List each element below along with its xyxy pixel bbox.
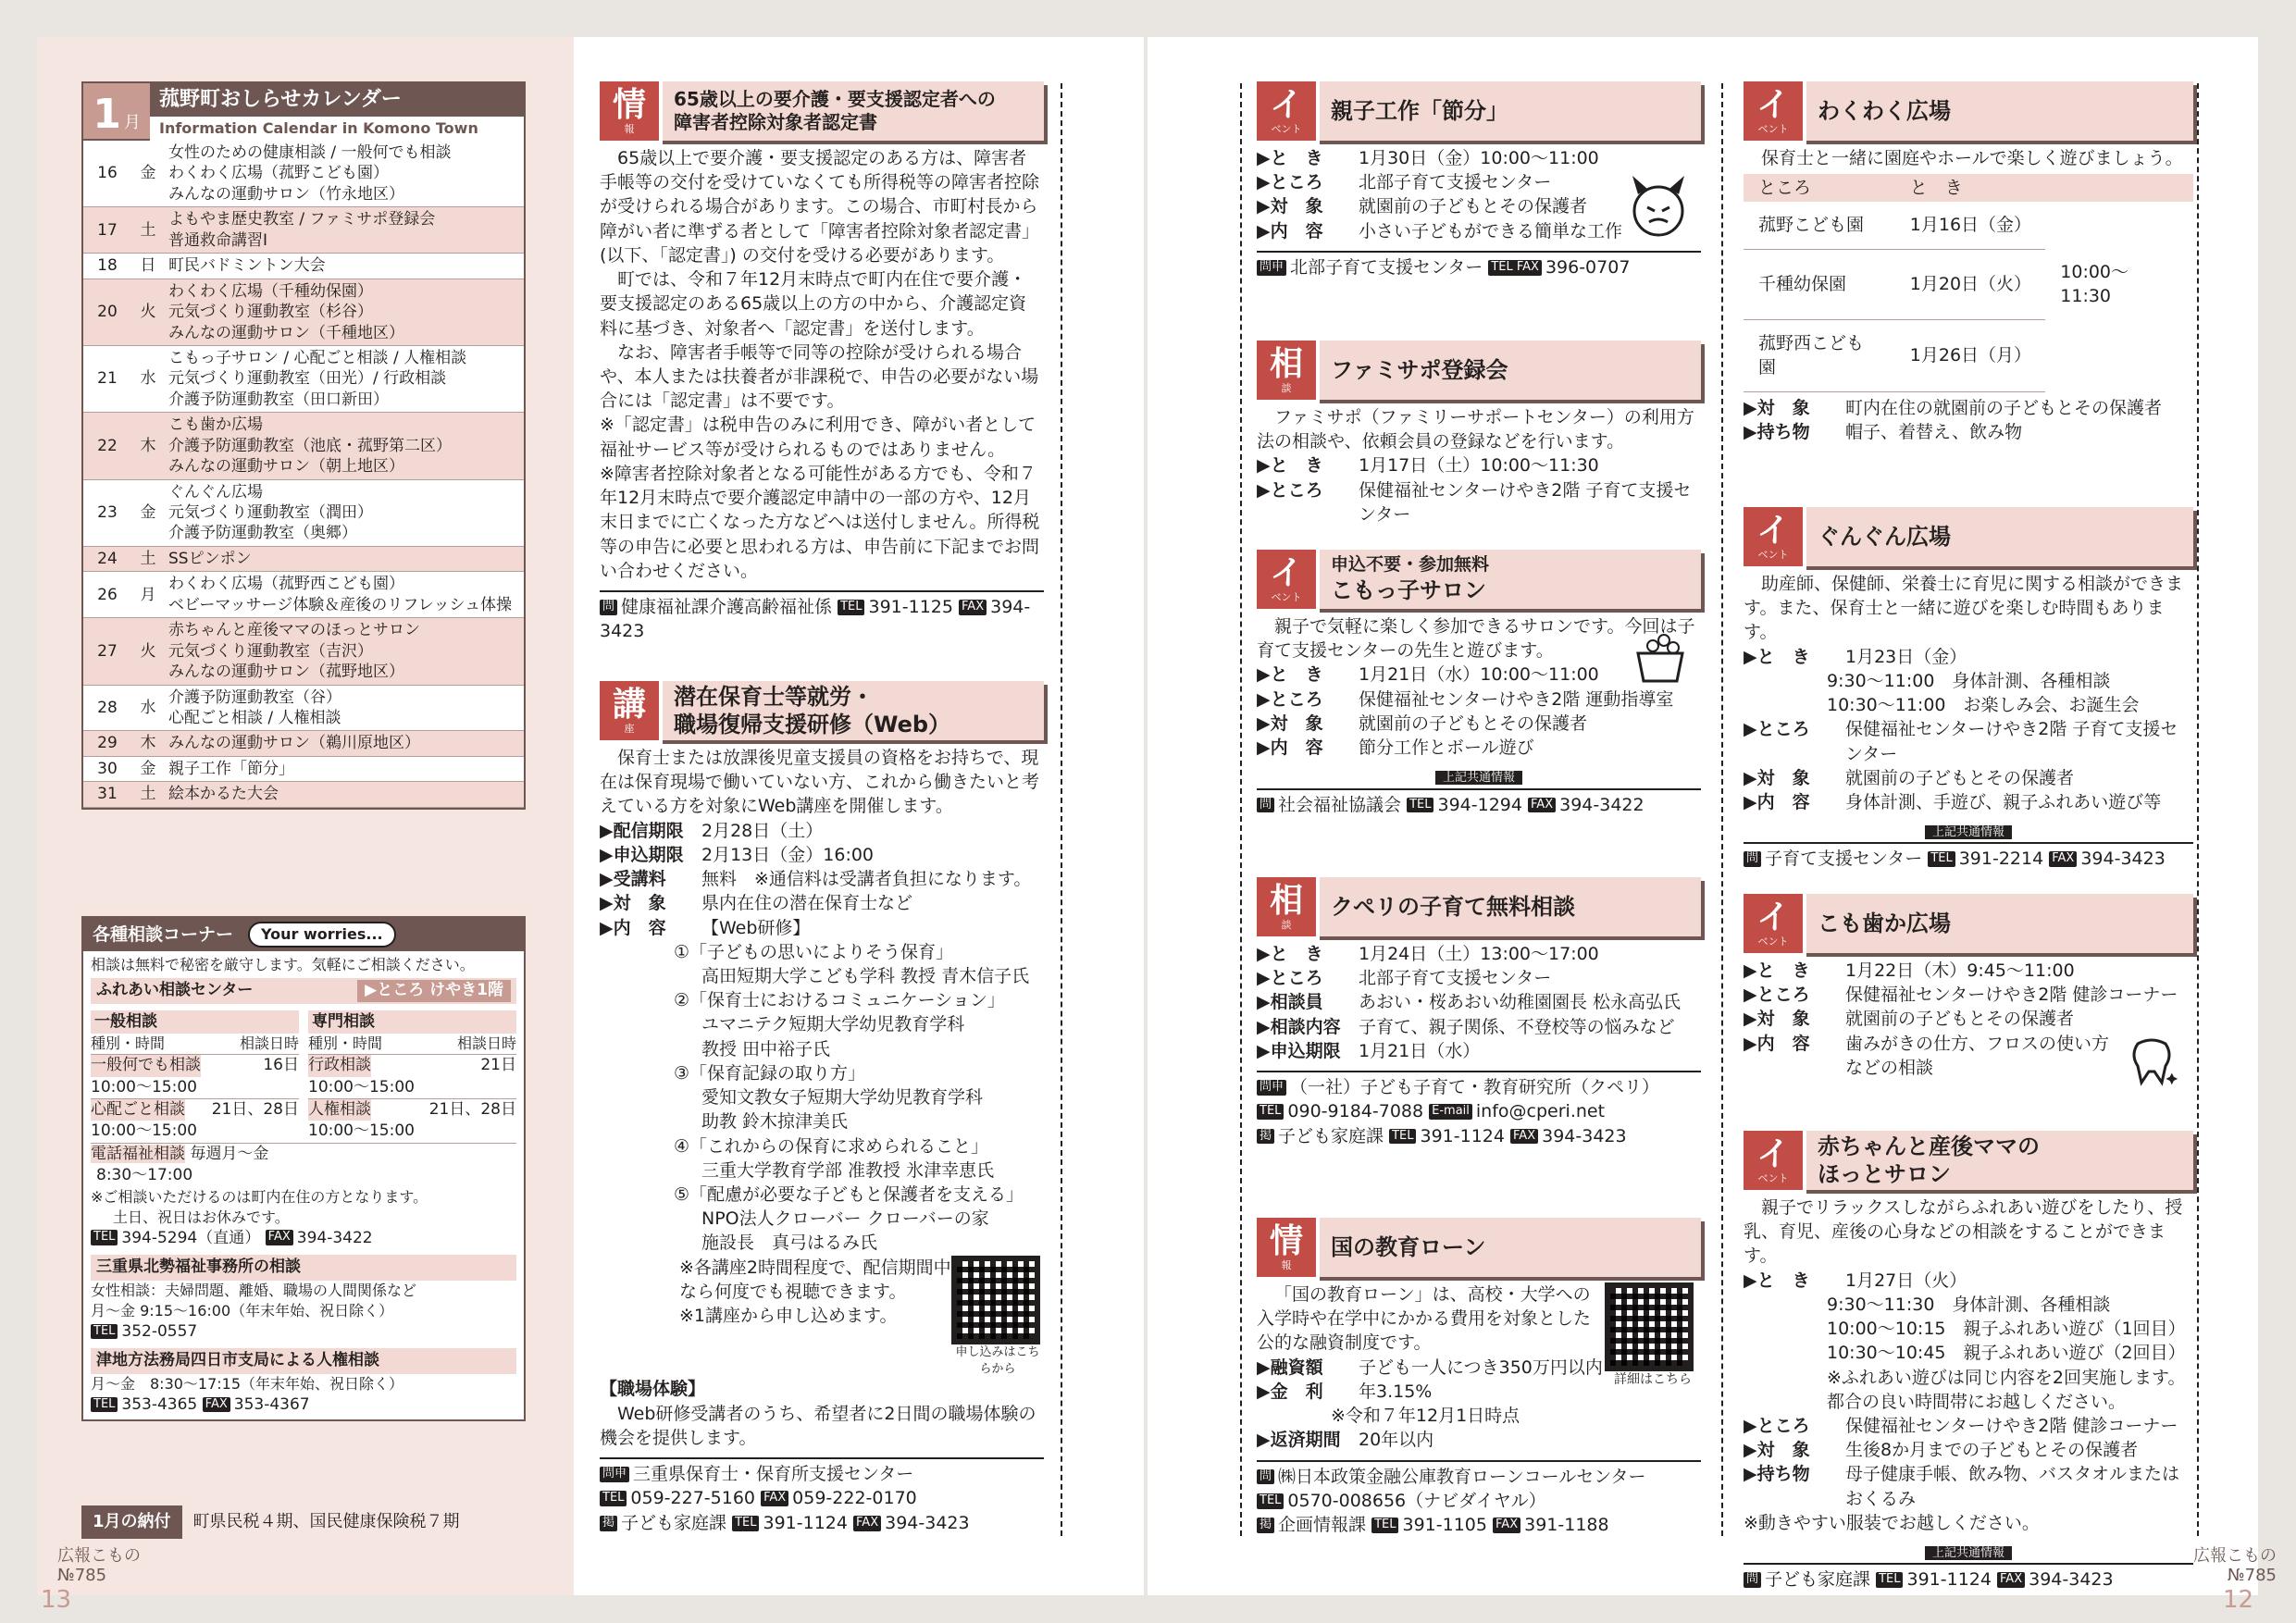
calendar-rows: [83, 141, 524, 808]
events-calendar: [81, 81, 526, 810]
consult-time: 10:00～15:00: [91, 1121, 197, 1141]
calendar-weekday: 金: [140, 164, 156, 183]
consult-date: 21日、28日: [428, 1099, 516, 1119]
qr-code[interactable]: [1605, 1282, 1694, 1371]
calendar-weekday: 木: [140, 734, 156, 753]
table-row: [1744, 320, 2193, 391]
calendar-events: わくわく広場（菰野西こども園） ベビーマッサージ体験＆産後のリフレッシュ体操: [168, 575, 513, 614]
office2-tel: 353-4365: [121, 1394, 198, 1414]
consult-intro: 相談は無料で秘密を厳守します。気軽にご相談ください。: [91, 956, 475, 973]
office1-text: 女性相談：夫婦問題、離婚、職場の人間関係など: [91, 1281, 417, 1299]
tel-consult-time: 8:30～17:00: [96, 1166, 193, 1185]
consult-icon: 相 談: [1257, 341, 1316, 400]
article-note: ※1講座から申し込めます。: [679, 1306, 898, 1327]
consult-name: 心配ごと相談: [91, 1099, 185, 1121]
article-title: 赤ちゃんと産後ママの: [1818, 1134, 2040, 1159]
month-number: 1: [93, 91, 121, 138]
publication-name: 広報こもの: [57, 1546, 141, 1566]
article-paragraph: 助産師、保健師、栄養士に育児に関する相談ができます。また、保育士と一緒に遊びを楽しむ時間もあります。: [1744, 574, 2184, 643]
article-komohaka: イ ベント こも歯か広場 ▶と き 1月22日（木）9:45～11:00 ▶ところ 保健福祉センターけやき2階 健診コーナー ▶対 象 就園前の子どもとその保護者 ▶内 容 歯みがきの仕方、フロスの使い方などの相談: [1744, 894, 2193, 1080]
article-hotto-salon: イ ベント 赤ちゃんと産後ママの ほっとサロン 親子でリラックスしながらふれあい遊びをしたり、授乳、育児、産後の心身などの相談をすることができます。 ▶と き 1月27日（火） 9:30～11:30 身体計測、各種相談 10:00～10:15 親子ふれあい遊び（1回目） 10:30～10:45 親子ふれあい遊び（2回目） ※ふれあい遊びは同じ内容を2回実施します。都合の良い時間帯にお越しください。 ▶ところ 保健福祉センターけやき2階 健診コーナー ▶対 象 生後8か月までの子どもとその保護者 ▶持ち物 母子健康手帳、飲み物、バスタオルまたはおくるみ ※動きやすい服装でお越しください。 上記共通情報 問 子ども家庭課 TEL 391-1124 FAX 394-3423: [1744, 1131, 2193, 1592]
calendar-events: 絵本かるた大会: [168, 785, 279, 804]
rate-note: ※令和７年12月1日時点: [1331, 1406, 1520, 1427]
calendar-title-en: Information Calendar in Komono Town: [150, 117, 524, 141]
article-paragraph: 親子で気軽に楽しく参加できるサロンです。今回は子育て支援センターの先生と遊びます。: [1257, 616, 1695, 662]
calendar-day: 29: [97, 734, 118, 753]
article-title: ぐんぐん広場: [1803, 507, 2193, 566]
office1-text: 月～金 9:15～16:00（年末年始、祝日除く）: [91, 1301, 394, 1319]
consultation-corner: [81, 916, 526, 1421]
schedule-table: [1744, 174, 2193, 391]
tooth-icon: [2123, 1033, 2180, 1090]
tel-consult-name: 電話福祉相談: [91, 1144, 185, 1163]
time-cell: 10:00～11:30: [2060, 262, 2129, 307]
qr-code[interactable]: [951, 1256, 1040, 1344]
calendar-events: 町民バドミントン大会: [168, 256, 326, 276]
calendar-row: [83, 782, 524, 807]
calendar-day: 23: [97, 503, 118, 522]
date-cell: 1月26日（月）: [1895, 320, 2045, 391]
calendar-events: SSピンポン: [168, 549, 252, 568]
calendar-day: 22: [97, 436, 118, 455]
article-paragraph: 親子でリラックスしながらふれあい遊びをしたり、授乳、育児、産後の心身などの相談をすることができます。: [1744, 1197, 2183, 1267]
calendar-events: よもやま歴史教室 / ファミサポ登録会 普通救命講習Ⅰ: [168, 210, 436, 250]
date-cell: 1月16日（金）: [1895, 202, 2045, 249]
calendar-events: みんなの運動サロン（鵜川原地区）: [168, 734, 420, 753]
lecture-item: NPO法人クローバー クローバーの家: [701, 1208, 989, 1230]
article-title: ほっとサロン: [1818, 1161, 1951, 1187]
lecture-item: ⑤「配慮が必要な子どもと保護者を支える」: [674, 1183, 1024, 1205]
article-title: こもっ子サロン: [1331, 576, 1486, 603]
table-row: [1744, 249, 2193, 319]
event-icon: イ ベント: [1257, 550, 1316, 609]
consult-date: 21日、28日: [211, 1099, 299, 1119]
footer-right: [2193, 1547, 2277, 1585]
contact-info: 問 社会福祉協議会 TEL 394-1294 FAX 394-3422: [1257, 788, 1701, 817]
column-divider: [1240, 83, 1242, 1536]
common-info-label: 上記共通情報: [1435, 771, 1522, 785]
tel-tag: TEL: [91, 1324, 118, 1340]
tel-consult-days: 毎週月～金: [190, 1144, 269, 1163]
calendar-day: 17: [97, 220, 118, 240]
consult-icon: 相 談: [1257, 877, 1316, 936]
calendar-row: [83, 141, 524, 207]
calendar-weekday: 水: [140, 369, 156, 389]
issue-number: №785: [2227, 1565, 2277, 1585]
article-paragraph: 65歳以上で要介護・要支援認定のある方は、障害者手帳等の交付を受けていなくても所得税等の障害者控除が受けられる場合があります。この場合、市町村長から障がい者に準ずる者として「障害者控除対象者認定書」(以下、「認定書」) の交付を受ける必要があります。: [600, 148, 1040, 266]
office2-text: 月～金 8:30～17:15（年末年始、祝日除く）: [91, 1374, 404, 1393]
date-cell: 1月20日（火）: [1895, 249, 2045, 319]
consult-note: 土日、祝日はお休みです。: [113, 1208, 290, 1226]
lecture-item: 三重大学教育学部 准教授 氷津幸恵氏: [701, 1159, 995, 1181]
contact-info: 問申 北部子育て支援センター TEL FAX 396-0707: [1257, 251, 1701, 279]
info-icon: 情 報: [1257, 1218, 1316, 1277]
payment-text: 町県民税４期、国民健康保険税７期: [192, 1511, 460, 1531]
calendar-row: [83, 731, 524, 756]
calendar-events: わくわく広場（千種幼保園） 元気づくり運動教室（杉谷） みんなの運動サロン（千種地区）: [168, 281, 404, 342]
event-icon: イ ベント: [1744, 1131, 1803, 1190]
lecture-icon: 講 座: [600, 681, 659, 740]
article-nursery-training: 講 座 潜在保育士等就労・ 職場復帰支援研修（Web） 保育士または放課後児童支援員の資格をお持ちで、現在は保育現場で働いていない方、これから働きたいと考えている方を対象にWeb講座を開催します。 ▶配信期限 2月28日（土） ▶申込期限 2月13日（金）16:00 ▶受講料 無料 ※通信料は受講者負担になります。 ▶対 象 県内在住の潜在保育士など ▶内 容 【Web研修】 ①「子どもの思いによりそう保育」 高田短期大学こども学科 教授 青木信子氏 ②「保育士におけるコミュニケーション」 ユマニテク短期大学幼児教育学科 教授 田中裕子氏 ③「保育記録の取り方」 愛知文教女子短期大学幼児教育学科 助教 鈴木掠津美氏 ④「これからの保育に求められること」 三重大学教育学部 准教授 氷津幸恵氏 ⑤「配慮が必要な子どもと保護者を支える」 NPO法人クローバー クローバーの家 施設長 真弓はるみ氏 ※各講座2時間程度で、配信期間中なら何度でも視聴できます。 ※1講座から申し込めます。 申し込みはこちらから 【職場体験】 Web研修受講者のうち、希望者に2日間の職場体験の機会を提供します。 問申 三重県保育士・保育所支援センター TEL 059-227-5160 FAX 059-222-0170 掲 子ども家庭課 TEL 391-1124 FAX 394-3423: [600, 681, 1044, 1535]
place-cell: 千種幼保園: [1744, 249, 1895, 319]
calendar-events: こも歯か広場 介護予防運動教室（池底・菰野第二区） みんなの運動サロン（朝上地区）: [168, 415, 452, 477]
office2-title: 津地方法務局四日市支局による人権相談: [91, 1348, 516, 1373]
calendar-weekday: 金: [140, 503, 156, 522]
article-paragraph: 保育士と一緒に園庭やホールで楽しく遊びましょう。: [1761, 148, 2183, 168]
calendar-events: 女性のための健康相談 / 一般何でも相談 わくわく広場（菰野こども園） みんなの運動サロン（竹永地区）: [168, 143, 452, 204]
consult-header: [83, 918, 524, 951]
page-number-right: 12: [2223, 1586, 2254, 1614]
article-title: 障害者控除対象者認定書: [674, 111, 877, 133]
article-education-loan: 情 報 国の教育ローン 「国の教育ローン」は、高校・大学への入学時や在学中にかかる費用を対象とした公的な融資制度です。 ▶融資額 子ども一人につき350万円以内 ▶金 利 年3.15% ※令和７年12月1日時点 ▶返済期間 20年以内 詳細はこちら 問 ㈱日本政策金融公庫教育ローンコールセンター TEL 0570-008656（ナビダイヤル） 掲 企画情報課 TEL 391-1105 FAX 391-1188: [1257, 1218, 1701, 1537]
payment-label: 1月の納付: [81, 1505, 182, 1540]
calendar-day: 24: [97, 549, 118, 568]
calendar-month: [83, 83, 150, 139]
col-type: 種別・時間: [308, 1034, 383, 1052]
qr-label: 申し込みはこちらから: [955, 1344, 1040, 1376]
lecture-item: 助教 鈴木掠津美氏: [701, 1111, 849, 1133]
lecture-list: [600, 940, 1044, 1256]
calendar-day: 18: [97, 256, 118, 276]
lecture-item: 施設長 真弓はるみ氏: [701, 1233, 878, 1254]
article-title: ファミサポ登録会: [1316, 341, 1701, 400]
column-divider: [1061, 83, 1062, 1536]
article-setsubun-craft: イ ベント 親子工作「節分」 ▶と き 1月30日（金）10:00～11:00 ▶ところ 北部子育て支援センター ▶対 象 就園前の子どもとその保護者 ▶内 容 小さい子どもができる簡単な工作 問申 北部子育て支援センター TEL FAX 396-0707: [1257, 81, 1701, 279]
consult-title: 各種相談コーナー: [93, 923, 234, 945]
lecture-item: ①「子どもの思いによりそう保育」: [674, 941, 954, 962]
fax-tag: FAX: [203, 1397, 230, 1413]
article-paragraph: ファミサポ（ファミリーサポートセンター）の利用方法の相談や、依頼会員の登録などを行います。: [1257, 407, 1694, 452]
place-cell: 菰野西こども園: [1744, 320, 1895, 391]
article-title: わくわく広場: [1803, 81, 2193, 141]
article-note: ※各講座2時間程度で、配信期間中なら何度でも視聴できます。: [679, 1257, 951, 1302]
calendar-events: こもっ子サロン / 心配ごと相談 / 人権相談 元気づくり運動教室（田光）/ 行政相談 介護予防運動教室（田口新田）: [168, 348, 467, 409]
consult-name: 人権相談: [308, 1099, 371, 1121]
calendar-day: 16: [97, 164, 118, 183]
consult-fax: 394-3422: [296, 1228, 373, 1247]
col-date: 相談日時: [239, 1034, 299, 1052]
general-consult-label: 一般相談: [91, 1010, 299, 1034]
consult-date: 21日: [480, 1056, 516, 1075]
office1-tel: 352-0557: [121, 1322, 198, 1341]
consult-tel: 394-5294（直通）: [121, 1228, 261, 1247]
oni-icon: [1625, 170, 1692, 241]
lecture-item: 教授 田中裕子氏: [701, 1038, 831, 1059]
article-title: こも歯か広場: [1803, 894, 2193, 953]
consult-name: 行政相談: [308, 1055, 371, 1076]
office1-title: 三重県北勢福祉事務所の相談: [91, 1255, 516, 1280]
calendar-weekday: 月: [140, 585, 156, 604]
common-info-label: 上記共通情報: [1925, 1546, 2012, 1560]
time-slot: 10:00～10:15 親子ふれあい遊び（1回目）: [1827, 1319, 2186, 1340]
calendar-day: 28: [97, 698, 118, 717]
lecture-item: ④「これからの保育に求められること」: [674, 1135, 989, 1157]
time-note: ※ふれあい遊びは同じ内容を2回実施します。都合の良い時間帯にお越しください。: [1827, 1367, 2186, 1412]
article-famisapo: 相 談 ファミサポ登録会 ファミサポ（ファミリーサポートセンター）の利用方法の相談や、依頼会員の登録などを行います。 ▶と き 1月17日（土）10:00～11:30 ▶ところ 保健福祉センターけやき2階 子育て支援センター: [1257, 341, 1701, 527]
calendar-row: [83, 413, 524, 479]
article-paragraph: 「国の教育ローン」は、高校・大学への入学時や在学中にかかる費用を対象とした公的な融資制度です。: [1257, 1284, 1592, 1354]
article-title: 65歳以上の要介護・要支援認定者への: [674, 88, 996, 110]
article-subtitle: 申込不要・参加無料: [1331, 554, 1490, 576]
consult-note: ※ご相談いただけるのは町内在住の方となります。: [91, 1187, 428, 1206]
article-note: ※動きやすい服装でお越しください。: [1744, 1512, 2040, 1533]
tel-tag: TEL: [91, 1397, 118, 1413]
contact-info: 問 子育て支援センター TEL 391-2214 FAX 394-3423: [1744, 842, 2193, 871]
calendar-weekday: 土: [140, 785, 156, 804]
article-paragraph: 保育士または放課後児童支援員の資格をお持ちで、現在は保育現場で働いていない方、これから働きたいと考えている方を対象にWeb講座を開催します。: [600, 748, 1040, 817]
issue-number: №785: [57, 1565, 107, 1585]
time-slot: 9:30～11:00 身体計測、各種相談: [1827, 670, 2111, 691]
article-gungun: イ ベント ぐんぐん広場 助産師、保健師、栄養士に育児に関する相談ができます。また、保育士と一緒に遊びを楽しむ時間もあります。 ▶と き 1月23日（金） 9:30～11:00 身体計測、各種相談 10:30～11:00 お楽しみ会、お誕生会 ▶ところ 保健福祉センターけやき2階 子育て支援センター ▶対 象 就園前の子どもとその保護者 ▶内 容 身体計測、手遊び、親子ふれあい遊び等 上記共通情報 問 子育て支援センター TEL 391-2214 FAX 394-3423: [1744, 507, 2193, 872]
qr-label: 詳細はこちら: [1614, 1372, 1692, 1387]
time-slot: 9:30～11:30 身体計測、各種相談: [1827, 1294, 2111, 1315]
article-note: ※「認定書」は税申告のみに利用でき、障がい者として福祉サービス等が受けられるものではありません。: [600, 415, 1036, 460]
article-paragraph: 町では、令和７年12月末時点で町内在住で要介護・要支援認定のある65歳以上の方の中から、介護認定資料に基づき、対象者へ「認定書」を送付します。: [600, 269, 1027, 339]
consult-time: 10:00～15:00: [91, 1077, 197, 1096]
info-icon: 情 報: [600, 81, 659, 141]
place-cell: 菰野こども園: [1744, 202, 1895, 249]
column-divider: [1721, 83, 1723, 1536]
consult-date: 16日: [263, 1056, 299, 1075]
contact-info: 問申 三重県保育士・保育所支援センター TEL 059-227-5160 FAX 059-222-0170 掲 子ども家庭課 TEL 391-1124 FAX 394-3423: [600, 1457, 1044, 1535]
office2-fax: 353-4367: [233, 1394, 310, 1414]
calendar-day: 27: [97, 641, 118, 661]
fax-tag: FAX: [266, 1230, 293, 1245]
lecture-item: 愛知文教女子短期大学幼児教育学科: [701, 1087, 984, 1109]
lecture-item: ③「保育記録の取り方」: [674, 1062, 866, 1084]
contact-info: 問 子ども家庭課 TEL 391-1124 FAX 394-3423: [1744, 1563, 2193, 1592]
article-komokko-salon: イ ベント 申込不要・参加無料 こもっ子サロン 親子で気軽に楽しく参加できるサロンです。今回は子育て支援センターの先生と遊びます。 ▶と き 1月21日（水）10:00～11:00 ▶ところ 保健福祉センターけやき2階 運動指導室 ▶対 象 就園前の子どもとその保護者 ▶内 容 節分工作とボール遊び 上記共通情報 問 社会福祉協議会 TEL 394-1294 FAX 394-3422: [1257, 550, 1701, 817]
calendar-weekday: 日: [140, 256, 156, 276]
table-header: と き: [1895, 174, 2045, 202]
column-divider: [2197, 83, 2199, 1536]
col-date: 相談日時: [456, 1034, 516, 1052]
lecture-item: ②「保育士におけるコミュニケーション」: [674, 990, 1005, 1011]
footer-left: [57, 1547, 141, 1585]
event-icon: イ ベント: [1744, 81, 1803, 141]
calendar-day: 20: [97, 303, 118, 322]
article-title: 国の教育ローン: [1316, 1218, 1701, 1277]
calendar-weekday: 土: [140, 220, 156, 240]
calendar-row: [83, 618, 524, 685]
article-disability-deduction: [600, 81, 1044, 643]
calendar-weekday: 火: [140, 641, 156, 661]
article-wakuwaku: イ ベント わくわく広場 保育士と一緒に園庭やホールで楽しく遊びましょう。 ところ と き 菰野こども園 1月16日（金） 千種幼保園 1月20日（火） 10:00～11:30 菰野西こども園 1月26日（月） ▶対 象 町内在住の就園前の子どもとその保護者 ▶持ち物 帽子、着替え、飲み物: [1744, 81, 2193, 444]
article-title: 潜在保育士等就労・: [674, 684, 874, 710]
calendar-day: 26: [97, 585, 118, 604]
contact-info: 問 ㈱日本政策金融公庫教育ローンコールセンター TEL 0570-008656（ナビダイヤル） 掲 企画情報課 TEL 391-1105 FAX 391-1188: [1257, 1460, 1701, 1538]
calendar-row: [83, 279, 524, 346]
consult-time: 10:00～15:00: [308, 1121, 415, 1141]
center-location: ▶ところ けやき1階: [357, 980, 511, 1001]
table-row: [1744, 202, 2193, 249]
article-title: 職場復帰支援研修（Web）: [674, 712, 951, 737]
event-icon: イ ベント: [1257, 81, 1316, 141]
calendar-row: [83, 686, 524, 732]
event-icon: イ ベント: [1744, 894, 1803, 953]
publication-name: 広報こもの: [2193, 1546, 2277, 1566]
page-number-left: 13: [41, 1586, 72, 1614]
consult-name: 一般何でも相談: [91, 1055, 201, 1076]
calendar-row: [83, 207, 524, 254]
article-paragraph: Web研修受講者のうち、希望者に2日間の職場体験の機会を提供します。: [600, 1403, 1036, 1448]
tel-tag: TEL: [91, 1230, 118, 1245]
center-name: ふれあい相談センター: [96, 981, 254, 1000]
time-slot: 10:30～10:45 親子ふれあい遊び（2回目）: [1827, 1343, 2186, 1364]
calendar-events: 赤ちゃんと産後ママのほっとサロン 元気づくり運動教室（吉沢） みんなの運動サロン（菰野地区）: [168, 621, 420, 682]
calendar-weekday: 土: [140, 549, 156, 568]
special-consult-label: 専門相談: [308, 1010, 516, 1034]
lecture-item: 高田短期大学こども学科 教授 青木信子氏: [701, 965, 1030, 986]
article-cperi-consult: 相 談 クペリの子育て無料相談 ▶と き 1月24日（土）13:00～17:00 ▶ところ 北部子育て支援センター ▶相談員 あおい・桜あおい幼稚園園長 松永高弘氏 ▶相談内容 子育て、親子関係、不登校等の悩みなど ▶申込期限 1月21日（水） 問申 （一社）子ども子育て・教育研究所（クペリ） TEL 090-9184-7088 E-mail info@cperi.net 掲 子ども家庭課 TEL 391-1124 FAX 394-3423: [1257, 877, 1701, 1148]
calendar-row: [83, 572, 524, 618]
contact-info: 問 健康福祉課介護高齢福祉係 TEL 391-1125 FAX 394-3423: [600, 590, 1044, 643]
article-paragraph: なお、障害者手帳等で同等の控除が受けられる場合や、本人または扶養者が非課税で、申告の必要がない場合には「認定書」は不要です。: [600, 341, 1039, 412]
col-type: 種別・時間: [91, 1034, 166, 1052]
calendar-weekday: 火: [140, 303, 156, 322]
calendar-header: [83, 83, 524, 141]
month-unit: 月: [123, 113, 141, 133]
speech-bubble: Your worries...: [248, 922, 396, 948]
calendar-row: [83, 346, 524, 413]
consult-time: 10:00～15:00: [308, 1077, 415, 1096]
calendar-weekday: 金: [140, 759, 156, 778]
calendar-row: [83, 254, 524, 279]
calendar-row: [83, 757, 524, 782]
payment-bar: [81, 1503, 526, 1542]
calendar-events: 親子工作「節分」: [168, 759, 294, 778]
calendar-events: 介護予防運動教室（谷） 心配ごと相談 / 人権相談: [168, 688, 341, 727]
calendar-day: 21: [97, 369, 118, 389]
calendar-row: [83, 480, 524, 547]
center-bar: [91, 978, 516, 1003]
common-info-label: 上記共通情報: [1925, 825, 2012, 839]
calendar-day: 30: [97, 759, 118, 778]
calendar-weekday: 水: [140, 698, 156, 717]
calendar-weekday: 木: [140, 436, 156, 455]
article-title: クペリの子育て無料相談: [1316, 877, 1701, 936]
calendar-row: [83, 547, 524, 572]
calendar-title: 菰野町おしらせカレンダー: [150, 83, 524, 117]
event-icon: イ ベント: [1744, 507, 1803, 566]
article-note: ※障害者控除対象者となる可能性がある方でも、令和７年12月末時点で要介護認定申請中の一部の方や、12月末日までに亡くなった方などへは送付しません。所得税等の申告に必要と思われる方は、申告前に下記までお問い合わせください。: [600, 463, 1040, 581]
article-title: 親子工作「節分」: [1316, 81, 1701, 141]
calendar-events: ぐんぐん広場 元気づくり運動教室（潤田） 介護予防運動教室（奥郷）: [168, 482, 373, 543]
bean-box-icon: [1632, 626, 1688, 687]
lecture-item: ユマニテク短期大学幼児教育学科: [701, 1014, 965, 1035]
subheading: 【職場体験】: [600, 1379, 706, 1400]
contact-info: 問申 （一社）子ども子育て・教育研究所（クペリ） TEL 090-9184-7088 E-mail info@cperi.net 掲 子ども家庭課 TEL 391-1124 FAX 394-3423: [1257, 1071, 1701, 1148]
calendar-day: 31: [97, 785, 118, 804]
time-slot: 10:30～11:00 お楽しみ会、お誕生会: [1827, 695, 2140, 716]
table-header: ところ: [1744, 174, 1895, 202]
